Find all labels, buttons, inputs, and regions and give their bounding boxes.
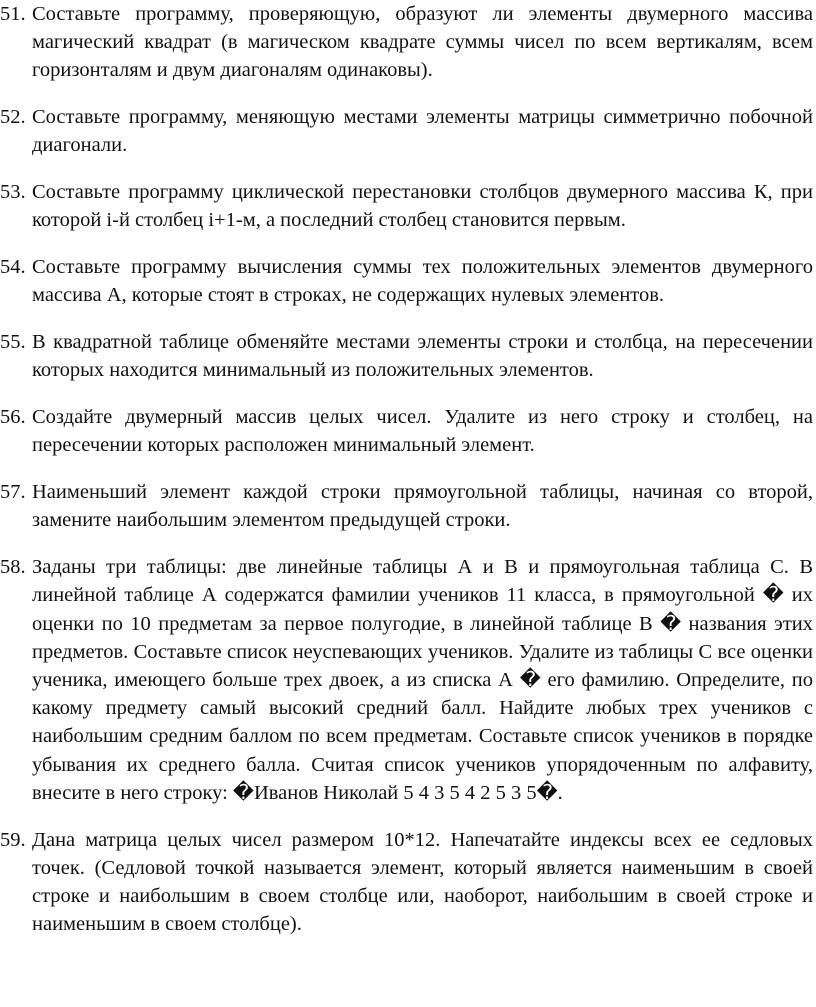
task-52 — [0, 103, 816, 159]
task-number: 56. — [0, 406, 26, 429]
task-54 — [0, 253, 816, 309]
task-53 — [0, 178, 816, 234]
task-51 — [0, 0, 816, 85]
task-57 — [0, 478, 816, 534]
task-number: 51. — [0, 3, 26, 25]
task-text: Наименьший элемент каждой строки прямоугольной таблицы, начиная со второй, замените наибольшим элементом предыдущей строки. — [32, 481, 813, 532]
task-text: Составьте программу, меняющую местами элементы матрицы симметрично побочной диагонали. — [32, 106, 813, 157]
task-number: 57. — [0, 481, 26, 504]
task-number: 53. — [0, 181, 26, 204]
task-59 — [0, 826, 816, 939]
task-number: 58. — [0, 556, 26, 579]
task-text: Составьте программу вычисления суммы тех положительных элементов двумерного массива А, которые стоят в строках, не содержащих нулевых элементов. — [32, 256, 813, 307]
task-number: 52. — [0, 106, 26, 129]
task-number: 55. — [0, 331, 26, 354]
task-text: Дана матрица целых чисел размером 10*12. Напечатайте индексы всех ее седловых точек. (Седловой точкой называется элемент, который является наименьшим в своей строке и наибольшим в своем столбце или, наоборот, наибольшим в своей строке и наименьшим в своем столбце). — [32, 828, 813, 936]
task-text: Составьте программу, проверяющую, образуют ли элементы двумерного массива магический квадрат (в магическом квадрате суммы чисел по всем вертикалям, всем горизонталям и двум диагоналям одинаковы). — [32, 3, 813, 82]
task-number: 54. — [0, 256, 26, 279]
task-56 — [0, 403, 816, 459]
task-number: 59. — [0, 828, 26, 851]
task-text: Заданы три таблицы: две линейные таблицы А и В и прямоугольная таблица С. В линейной таблице А содержатся фамилии учеников 11 класса, в прямоугольной � их оценки по 10 предметам за первое полугодие, в линейной таблице В � названия этих предметов. Составьте список неуспевающих учеников. Удалите из таблицы С все оценки ученика, имеющего больше трех двоек, а из списка А � его фамилию. Определите, по какому предмету самый высокий средний балл. Найдите любых трех учеников с наибольшим средним баллом по всем предметам. Составьте список учеников в порядке убывания их среднего балла. Считая список учеников упорядоченным по алфавиту, внесите в него строку: �Иванов Николай 5 4 3 5 4 2 5 3 5�. — [32, 556, 813, 804]
task-text: Создайте двумерный массив целых чисел. Удалите из него строку и столбец, на пересечении которых расположен минимальный элемент. — [32, 406, 813, 457]
task-58 — [0, 553, 816, 807]
task-text: Составьте программу циклической перестановки столбцов двумерного массива К, при которой i-й столбец i+1-м, а последний столбец становится первым. — [32, 181, 813, 232]
task-55 — [0, 328, 816, 384]
task-text: В квадратной таблице обменяйте местами элементы строки и столбца, на пересечении которых находится минимальный из положительных элементов. — [32, 331, 813, 382]
